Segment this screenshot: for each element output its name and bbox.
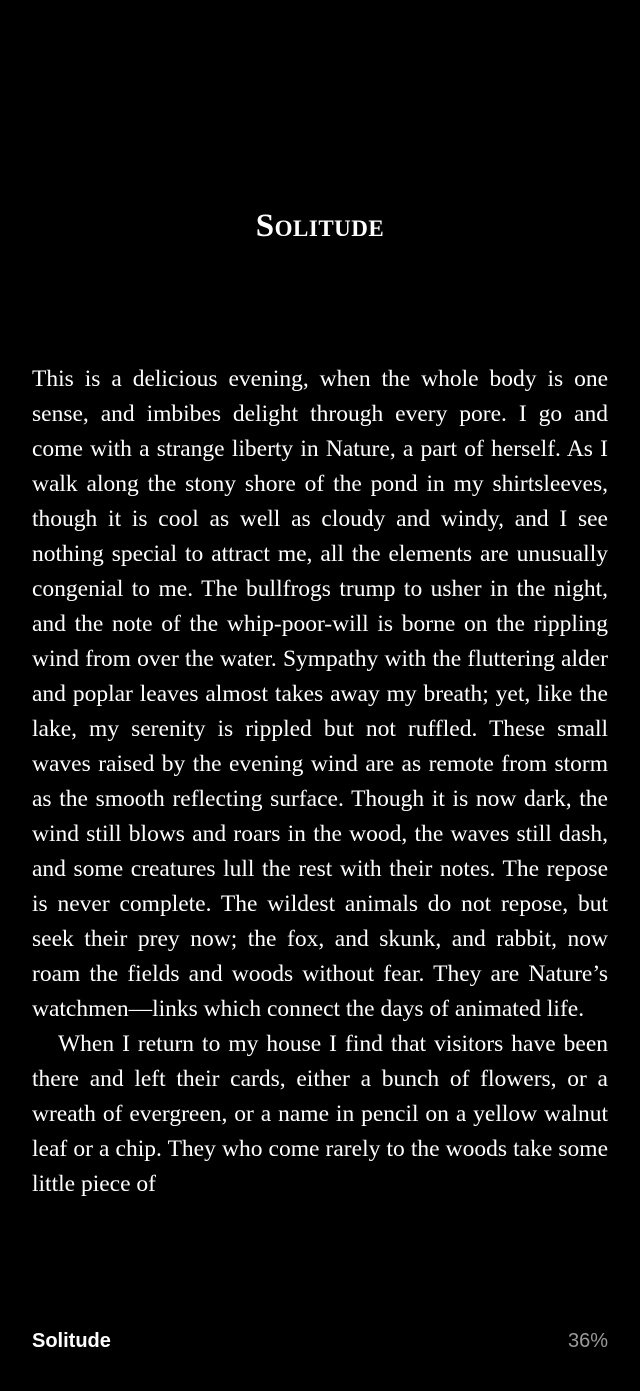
paragraph: This is a delicious evening, when the whole body is one sense, and imbibes delight through every pore. I go and come with a strange liberty in Nature, a part of herself. As I walk along the stony shore of the pond in my shirtsleeves, though it is cool as well as cloudy and windy, and I see nothing special to attract me, all the elements are unusually congenial to me. The bullfrogs trump to usher in the night, and the note of the whip-poor-will is borne on the rippling wind from over the water. Sympathy with the fluttering alder and poplar leaves almost takes away my breath; yet, like the lake, my serenity is rippled but not ruffled. These small waves raised by the evening wind are as remote from storm as the smooth reflecting surface. Though it is now dark, the wind still blows and roars in the wood, the waves still dash, and some creatures lull the rest with their notes. The repose is never complete. The wildest animals do not repose, but seek their prey now; the fox, and skunk, and rabbit, now roam the fields and woods without fear. They are Nature’s watchmen—links which connect the days of animated life. xyxy=(32,366,608,1022)
chapter-title: Solitude xyxy=(255,208,385,244)
reader-footer xyxy=(32,1326,608,1356)
footer-chapter-name[interactable]: Solitude xyxy=(32,1329,111,1352)
reading-progress: 36% xyxy=(567,1329,608,1352)
chapter-body xyxy=(32,362,608,1310)
paragraph: When I return to my house I find that visitors have been there and left their cards, either a bunch of flowers, or a wreath of evergreen, or a name in pencil on a yellow walnut leaf or a chip. They who come rarely to the woods take some little piece of xyxy=(32,1031,608,1197)
